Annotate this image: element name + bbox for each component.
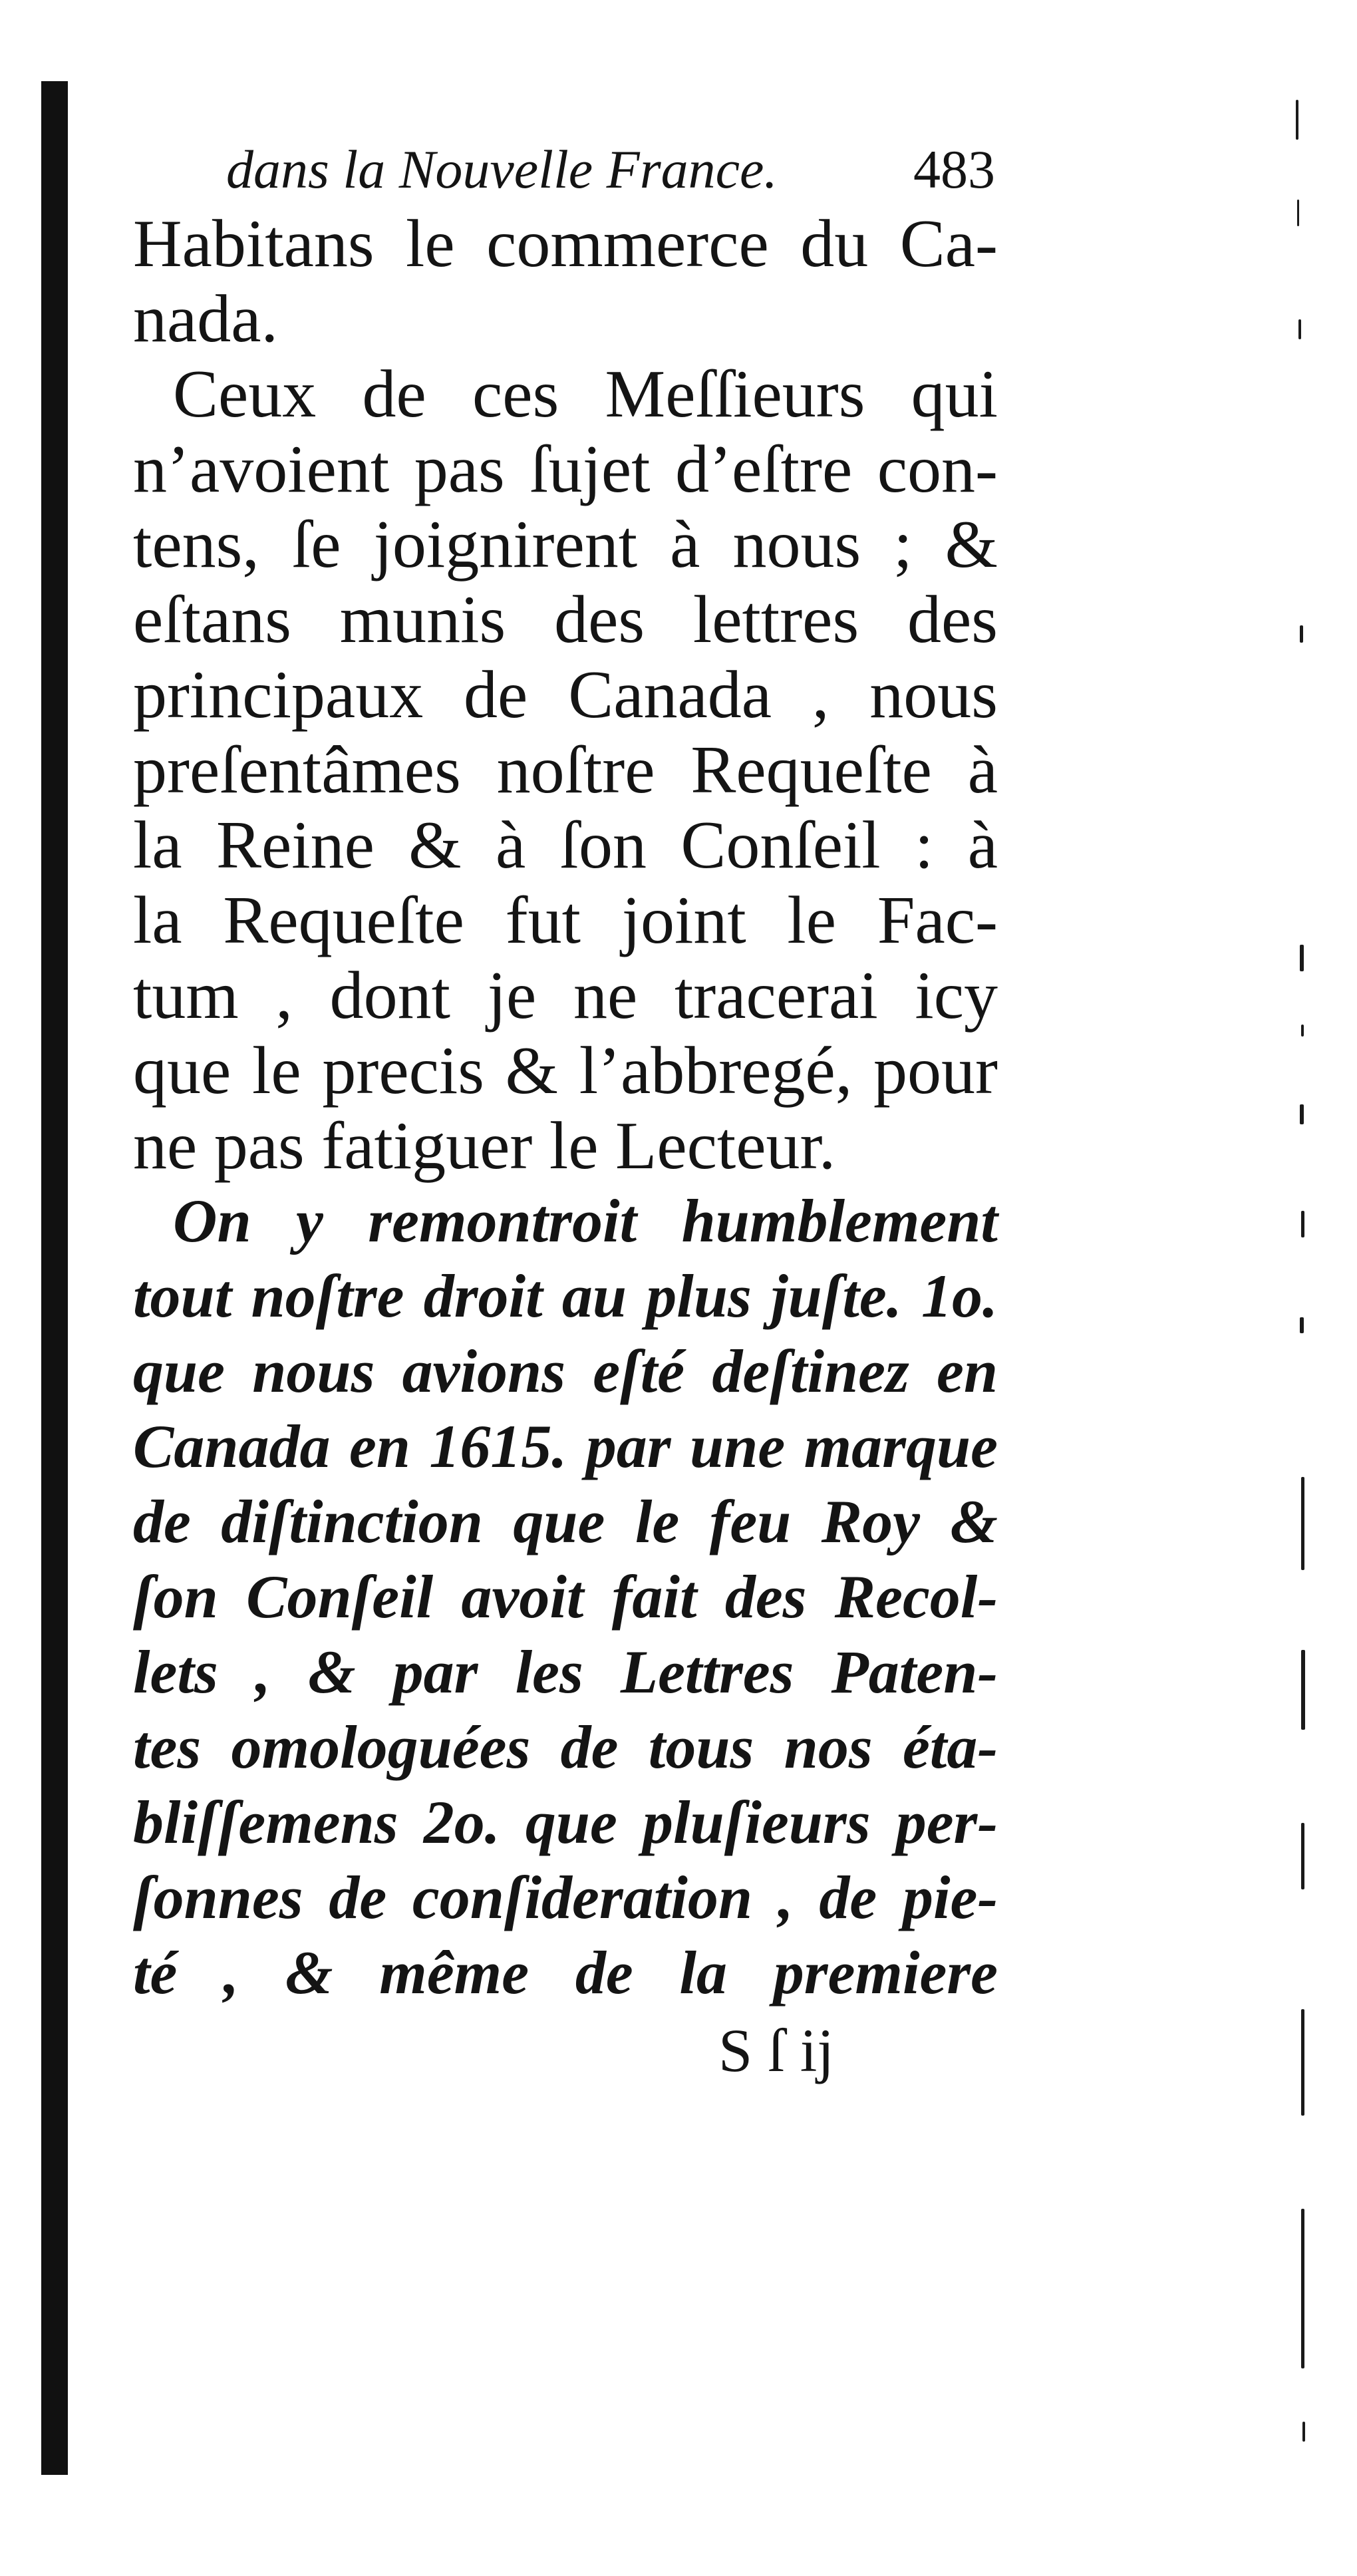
running-head-title: dans la Nouvelle France. [226, 139, 778, 200]
italic-line: Canada en 1615. par une marque [133, 1412, 998, 1480]
edge-speck [1301, 1211, 1304, 1237]
edge-speck [1300, 625, 1303, 643]
body-line: la Requeſte fut joint le Fac- [133, 883, 998, 958]
italic-line: de diſtinction que le feu Roy & [133, 1488, 998, 1555]
edge-speck [1301, 2209, 1304, 2368]
italic-line: tout noſtre droit au plus juſte. 1o. [133, 1262, 998, 1330]
signature-mark: S ſ ij [718, 2016, 834, 2084]
edge-speck [1301, 1650, 1305, 1730]
edge-speck [1301, 1025, 1304, 1037]
edge-speck [1301, 1477, 1304, 1570]
body-line: tens, ſe joignirent à nous ; & [133, 507, 998, 582]
text-block [133, 133, 998, 2090]
edge-speck [1298, 319, 1301, 339]
italic-line: tes omologuées de tous nos éta- [133, 1713, 998, 1781]
italic-line: ſon Conſeil avoit fait des Recol- [133, 1563, 998, 1631]
edge-speck [1301, 1823, 1304, 1889]
edge-speck [1300, 1104, 1304, 1124]
edge-speck [1300, 945, 1304, 971]
italic-line: té , & même de la premiere [133, 1939, 998, 2007]
edge-speck [1297, 200, 1299, 226]
body-line: n’avoient pas ſujet d’eſtre con- [133, 432, 998, 507]
binding-gutter-shadow [41, 81, 68, 2475]
edge-speck [1301, 2009, 1304, 2116]
body-line: Ceux de ces Meſſieurs qui [173, 357, 998, 432]
italic-line: ſonnes de conſideration , de pie- [133, 1863, 998, 1931]
body-line: nada. [133, 281, 279, 357]
italic-line: que nous avions eſté deſtinez en [133, 1337, 998, 1405]
page-number: 483 [913, 139, 995, 200]
body-line: eſtans munis des lettres des [133, 582, 998, 657]
body-line: Habitans le commerce du Ca- [133, 206, 998, 281]
italic-line: On y remontroit humblement [173, 1187, 998, 1255]
signature-line [133, 2011, 998, 2090]
edge-speck [1302, 2422, 1305, 2442]
italic-line: lets , & par les Lettres Paten- [133, 1638, 998, 1706]
body-line: tum , dont je ne tracerai icy [133, 958, 998, 1033]
edge-speck [1296, 100, 1298, 140]
body-line: que le precis & l’abbregé, pour [133, 1033, 998, 1108]
page-edge-specks [1290, 80, 1330, 2462]
body-line: ne pas fatiguer le Lecteur. [133, 1108, 836, 1184]
body-line: principaux de Canada , nous [133, 657, 998, 732]
running-head [133, 133, 998, 206]
edge-speck [1300, 1317, 1304, 1333]
italic-line: bliſſemens 2o. que pluſieurs per- [133, 1788, 998, 1856]
body-line: preſentâmes noſtre Requeſte à [133, 732, 998, 808]
body-line: la Reine & à ſon Conſeil : à [133, 808, 998, 883]
